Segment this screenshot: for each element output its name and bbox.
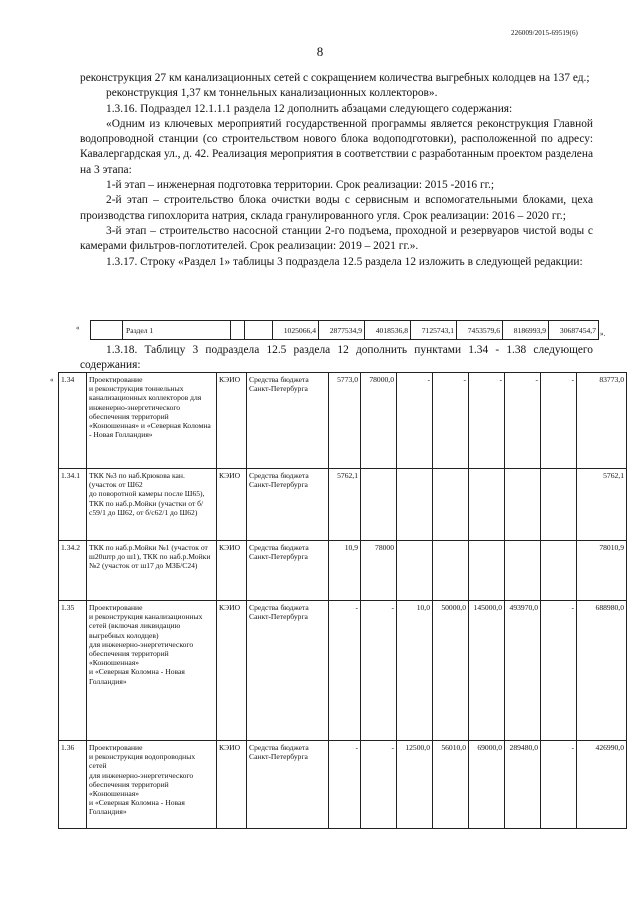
cell: - — [433, 373, 469, 469]
cell: 30687454,7 — [549, 321, 599, 340]
cell — [231, 321, 245, 340]
cell: Средства бюджета Санкт-Петербурга — [247, 373, 329, 469]
cell: КЭИО — [217, 741, 247, 829]
cell: Проектирование и реконструкция канализационных сетей (включая ликвидацию выгребных колодцев) для инженерно-энергетического обеспечения территорий «Конюшенная» и «Северная Коломна - Новая Голландия» — [87, 601, 217, 741]
cell — [397, 541, 433, 601]
cell: 289480,0 — [505, 741, 541, 829]
cell: КЭИО — [217, 469, 247, 541]
cell: 1.36 — [59, 741, 87, 829]
cell: Средства бюджета Санкт-Петербурга — [247, 741, 329, 829]
cell: 56010,0 — [433, 741, 469, 829]
table-row — [59, 741, 627, 829]
paragraph: реконструкция 1,37 км тоннельных канализационных коллекторов». — [106, 87, 438, 100]
cell: 7125743,1 — [411, 321, 457, 340]
open-quote: « — [50, 376, 54, 384]
cell: 5773,0 — [329, 373, 361, 469]
cell: 12500,0 — [397, 741, 433, 829]
cell: 78010,9 — [577, 541, 627, 601]
cell: - — [469, 373, 505, 469]
cell: Средства бюджета Санкт-Петербурга — [247, 601, 329, 741]
cell — [433, 469, 469, 541]
paragraph: 1.3.18. Таблицу 3 подраздела 12.5 раздела 12 дополнить пунктами 1.34 - 1.38 следующего содержания: — [80, 344, 593, 372]
cell: 688980,0 — [577, 601, 627, 741]
cell: 69000,0 — [469, 741, 505, 829]
cell: 8186993,9 — [503, 321, 549, 340]
cell: 78000,0 — [361, 373, 397, 469]
cell: КЭИО — [217, 601, 247, 741]
cell: КЭИО — [217, 373, 247, 469]
cell — [433, 541, 469, 601]
paragraph: реконструкция 27 км канализационных сетей с сокращением количества выгребных колодцев на 137 ед.; — [80, 72, 590, 84]
cell: КЭИО — [217, 541, 247, 601]
cell: - — [541, 601, 577, 741]
cell: 10,0 — [397, 601, 433, 741]
close-quote: ». — [600, 330, 606, 338]
paragraph: 1.3.17. Строку «Раздел 1» таблицы 3 подраздела 12.5 раздела 12 изложить в следующей редакции: — [106, 255, 583, 268]
cell: - — [505, 373, 541, 469]
paragraph-1318-block — [80, 343, 593, 374]
table-row — [59, 373, 627, 469]
cell: 83773,0 — [577, 373, 627, 469]
cell: - — [361, 741, 397, 829]
cell: 493970,0 — [505, 601, 541, 741]
cell: 1.35 — [59, 601, 87, 741]
cell: - — [541, 373, 577, 469]
cell — [541, 541, 577, 601]
cell: 426990,0 — [577, 741, 627, 829]
paragraph: 2-й этап – строительство блока очистки воды с сервисным и вспомогательными блоками, цеха производства гипохлорита натрия, склада гранулированного угля. Срок реализации: 2016 – 2020 гг.; — [80, 194, 593, 222]
cell: 2877534,9 — [319, 321, 365, 340]
cell — [541, 469, 577, 541]
cell — [397, 469, 433, 541]
cell: Средства бюджета Санкт-Петербурга — [247, 541, 329, 601]
document-id: 226009/2015-69519(6) — [511, 29, 578, 37]
cell: - — [361, 601, 397, 741]
table-row — [91, 321, 599, 340]
cell — [505, 469, 541, 541]
cell: Проектирование и реконструкция тоннельных канализационных коллекторов для инженерно-энергетического обеспечения территорий «Конюшенная» и «Северная Коломна - Новая Голландия» — [87, 373, 217, 469]
paragraph: 1-й этап – инженерная подготовка территории. Срок реализации: 2015 -2016 гг.; — [106, 179, 495, 192]
cell — [91, 321, 123, 340]
cell: 4018536,8 — [365, 321, 411, 340]
body-text — [80, 71, 593, 270]
cell: Проектирование и реконструкция водопроводных сетей для инженерно-энергетического обеспечения территорий «Конюшенная» и «Северная Коломна - Новая Голландия» — [87, 741, 217, 829]
cell — [469, 469, 505, 541]
cell: 5762,1 — [577, 469, 627, 541]
cell: ТКК №3 по наб.Крюкова кан. (участок от Ш62 до поворотной камеры после Ш65), ТКК по наб.р.Мойки (участки от б/с59/1 до Ш62, от б/с62/1 до Ш62) — [87, 469, 217, 541]
cell: 7453579,6 — [457, 321, 503, 340]
cell: Средства бюджета Санкт-Петербурга — [247, 469, 329, 541]
cell — [361, 469, 397, 541]
page-number: 8 — [316, 44, 324, 59]
cell — [469, 541, 505, 601]
items-table — [58, 372, 627, 829]
cell: 78000 — [361, 541, 397, 601]
cell: 5762,1 — [329, 469, 361, 541]
cell: 50000,0 — [433, 601, 469, 741]
cell: 1.34 — [59, 373, 87, 469]
cell: - — [329, 601, 361, 741]
cell: - — [541, 741, 577, 829]
paragraph: 3-й этап – строительство насосной станции 2-го подъема, проходной и резервуаров чистой воды с камерами фильтров-поглотителей. Срок реализации: 2019 – 2021 гг.». — [80, 224, 593, 253]
open-quote: « — [76, 324, 80, 332]
cell: Раздел 1 — [123, 321, 231, 340]
table-row — [59, 469, 627, 541]
section1-table — [90, 320, 599, 340]
table-row — [59, 601, 627, 741]
paragraph: «Одним из ключевых мероприятий государственной программы является реконструкция Главной водопроводной станции (со строительством нового блока водоподготовки), расположенной по адресу: Кавалергардская ул., д. 42. Реализация мероприятия в соответствии с разработанным проектом разделена на 3 этапа: — [80, 117, 594, 176]
cell: ТКК по наб.р.Мойки №1 (участок от ш20штр до ш1), ТКК по наб.р.Мойки №2 (участок от ш17 до МЗБ/С24) — [87, 541, 217, 601]
cell: - — [397, 373, 433, 469]
table-row — [59, 541, 627, 601]
cell: 10,9 — [329, 541, 361, 601]
paragraph: 1.3.16. Подраздел 12.1.1.1 раздела 12 дополнить абзацами следующего содержания: — [106, 102, 513, 115]
cell: 1.34.2 — [59, 541, 87, 601]
cell: - — [329, 741, 361, 829]
cell: 1.34.1 — [59, 469, 87, 541]
cell — [505, 541, 541, 601]
cell: 145000,0 — [469, 601, 505, 741]
cell: 1025066,4 — [273, 321, 319, 340]
cell — [245, 321, 273, 340]
